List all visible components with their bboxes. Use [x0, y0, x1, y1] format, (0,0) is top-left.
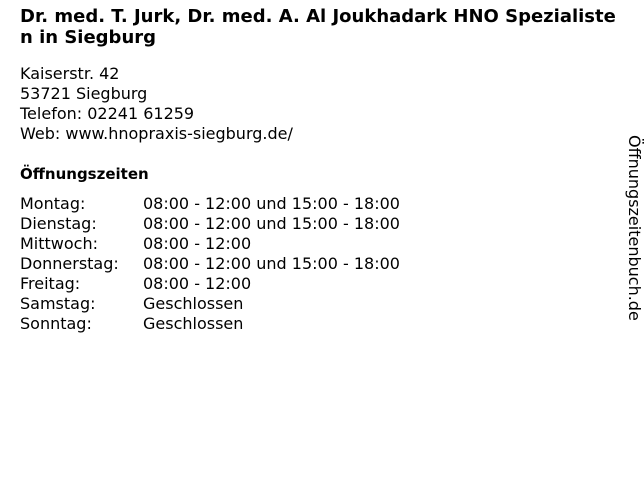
- address-block: [20, 64, 293, 144]
- hours-row-freitag: [20, 274, 400, 294]
- hours-day: Mittwoch:: [20, 234, 98, 253]
- hours-time: Geschlossen: [143, 294, 244, 313]
- opening-hours-list: [20, 194, 400, 334]
- address-street: Kaiserstr. 42: [20, 64, 120, 83]
- hours-time: 08:00 - 12:00: [143, 274, 252, 293]
- hours-row-sonntag: [20, 314, 400, 334]
- hours-time: 08:00 - 12:00: [143, 234, 252, 253]
- hours-day: Dienstag:: [20, 214, 97, 233]
- address-phone: Telefon: 02241 61259: [20, 104, 195, 123]
- hours-heading: Öffnungszeiten: [20, 165, 149, 183]
- hours-day: Samstag:: [20, 294, 96, 313]
- hours-time: 08:00 - 12:00 und 15:00 - 18:00: [143, 254, 400, 273]
- hours-time: 08:00 - 12:00 und 15:00 - 18:00: [143, 214, 400, 233]
- address-city: 53721 Siegburg: [20, 84, 148, 103]
- hours-row-donnerstag: [20, 254, 400, 274]
- page-title: Dr. med. T. Jurk, Dr. med. A. Al Joukhadark HNO Spezialisten in Siegburg: [20, 6, 616, 48]
- brand-watermark: Öffnungszeitenbuch.de: [625, 135, 644, 321]
- address-web: Web: www.hnopraxis-siegburg.de/: [20, 124, 293, 143]
- hours-row-samstag: [20, 294, 400, 314]
- hours-day: Montag:: [20, 194, 86, 213]
- hours-row-montag: [20, 194, 400, 214]
- hours-time: Geschlossen: [143, 314, 244, 333]
- hours-day: Freitag:: [20, 274, 81, 293]
- hours-time: 08:00 - 12:00 und 15:00 - 18:00: [143, 194, 400, 213]
- hours-day: Sonntag:: [20, 314, 92, 333]
- hours-row-mittwoch: [20, 234, 400, 254]
- hours-row-dienstag: [20, 214, 400, 234]
- hours-day: Donnerstag:: [20, 254, 119, 273]
